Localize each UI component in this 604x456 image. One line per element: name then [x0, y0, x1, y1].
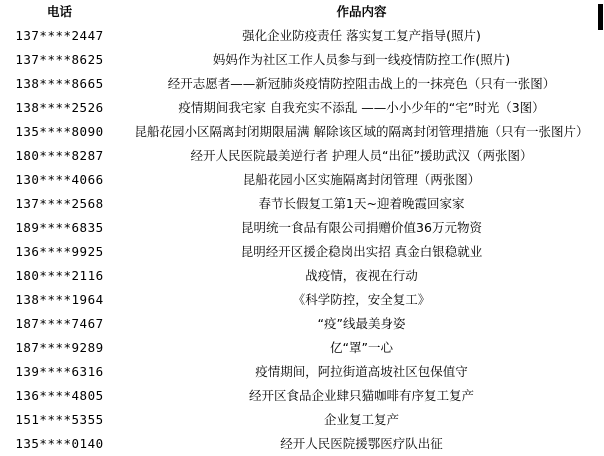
content-cell: 亿“罩”一心: [330, 340, 393, 355]
phone-cell: 151****5355: [15, 412, 104, 427]
content-cell: 昆船花园小区实施隔离封闭管理（两张图）: [242, 172, 481, 187]
content-cell: 昆明统一食品有限公司捐赠价值36万元物资: [241, 220, 482, 235]
scrollbar-thumb[interactable]: [598, 4, 603, 30]
phone-cell: 180****2116: [15, 268, 104, 283]
table-row: [0, 216, 604, 240]
phone-cell: 137****2568: [15, 196, 104, 211]
content-cell: 企业复工复产: [323, 412, 399, 427]
phone-cell: 135****0140: [15, 436, 104, 451]
table-row: [0, 408, 604, 432]
phone-cell: 136****9925: [15, 244, 104, 259]
phone-cell: 187****9289: [15, 340, 104, 355]
table-row: [0, 96, 604, 120]
table-row: [0, 72, 604, 96]
phone-column-header: 电话: [46, 4, 72, 19]
phone-cell: 189****6835: [15, 220, 104, 235]
phone-cell: 138****8665: [15, 76, 104, 91]
table-row: [0, 432, 604, 456]
table-row: [0, 144, 604, 168]
phone-cell: 139****6316: [15, 364, 104, 379]
phone-cell: 130****4066: [15, 172, 104, 187]
content-cell: 春节长假复工第1天~迎着晚霞回家家: [258, 196, 465, 211]
content-cell: 战疫情，夜视在行动: [305, 268, 418, 283]
content-cell: “疫”线最美身姿: [317, 316, 406, 331]
content-cell: 经开人民医院最美逆行者 护理人员“出征”援助武汉（两张图）: [190, 148, 533, 163]
table-row: [0, 24, 604, 48]
phone-cell: 135****8090: [15, 124, 104, 139]
table-row: [0, 288, 604, 312]
table-row: [0, 48, 604, 72]
content-cell: 疫情期间，阿拉街道高坡社区包保值守: [255, 364, 468, 379]
content-cell: 疫情期间我宅家 自我充实不添乱 ——小小少年的“宅”时光（3图）: [178, 100, 545, 115]
table-row: [0, 240, 604, 264]
content-cell: 经开人民医院援鄂医疗队出征: [280, 436, 443, 451]
table-row: [0, 192, 604, 216]
table-row: [0, 384, 604, 408]
content-cell: 强化企业防疫责任 落实复工复产指导(照片): [242, 28, 481, 43]
table-row: [0, 336, 604, 360]
table-body: [0, 24, 604, 456]
content-column-header: 作品内容: [336, 4, 387, 19]
content-cell: 经开区食品企业肆只猫咖啡有序复工复产: [248, 388, 474, 403]
phone-cell: 136****4805: [15, 388, 104, 403]
table-row: [0, 168, 604, 192]
content-cell: 昆明经开区援企稳岗出实招 真金白银稳就业: [240, 244, 483, 259]
table-row: [0, 264, 604, 288]
phone-cell: 137****2447: [15, 28, 104, 43]
content-cell: 妈妈作为社区工作人员参与到一线疫情防控工作(照片): [212, 52, 511, 67]
table-header-row: [0, 0, 604, 24]
phone-cell: 138****2526: [15, 100, 104, 115]
table-row: [0, 120, 604, 144]
table-row: [0, 360, 604, 384]
phone-cell: 180****8287: [15, 148, 104, 163]
phone-cell: 187****7467: [15, 316, 104, 331]
content-cell: 《科学防控，安全复工》: [292, 292, 431, 307]
content-cell: 经开志愿者——新冠肺炎疫情防控阻击战上的一抹亮色（只有一张图）: [167, 76, 556, 91]
phone-cell: 138****1964: [15, 292, 104, 307]
phone-cell: 137****8625: [15, 52, 104, 67]
content-cell: 昆船花园小区隔离封闭期限届满 解除该区域的隔离封闭管理措施（只有一张图片）: [134, 124, 589, 139]
table-row: [0, 312, 604, 336]
